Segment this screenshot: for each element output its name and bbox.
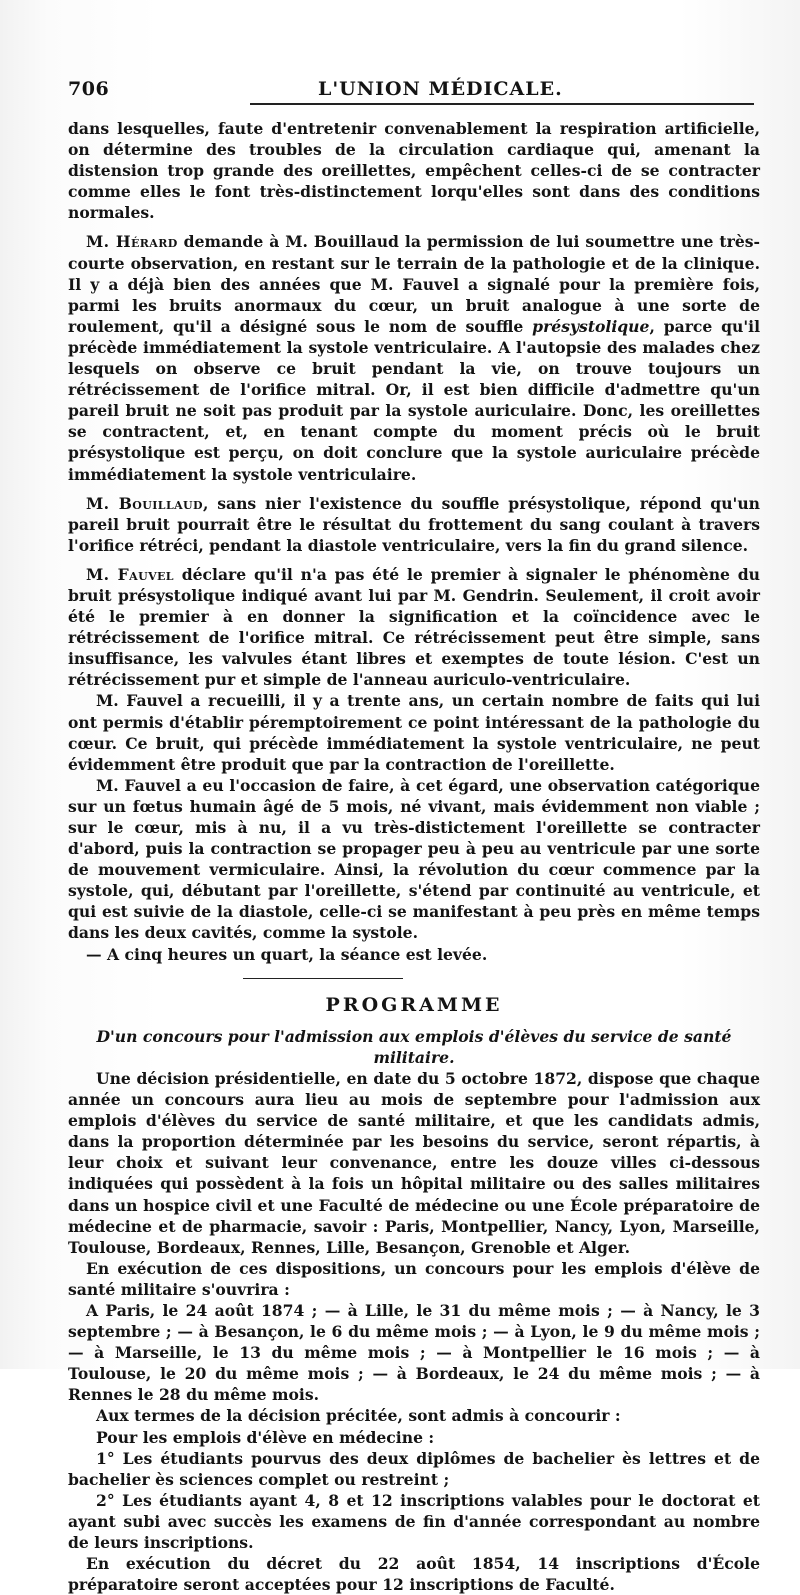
- programme-paragraph: En exécution du décret du 22 août 1854, 14 inscriptions d'École préparatoire seront acceptées pour 12 inscriptions de Faculté.: [68, 1554, 760, 1595]
- article-body: [68, 118, 760, 1595]
- session-close: — A cinq heures un quart, la séance est levée.: [86, 944, 488, 964]
- speaker-name: M. Bouillaud: [86, 493, 203, 513]
- paragraph-fauvel-2: M. Fauvel a recueilli, il y a trente ans, un certain nombre de faits qui lui ont permis d'établir péremptoirement ce point intéressant de la pathologie du cœur. Ce bruit, qui précède immédiatement la systole ventriculaire, ne peut évidemment être produit que par la contraction de l'oreillette.: [68, 691, 760, 774]
- programme-paragraph: Une décision présidentielle, en date du 5 octobre 1872, dispose que chaque année un concours aura lieu au mois de septembre pour l'admission aux emplois d'élèves du service de santé militaire, et que les candidats admis, dans la proportion déterminée par les besoins du service, seront répartis, à leur choix et suivant leur convenance, entre les douze villes ci-dessous indiquées qui possèdent à la fois un hôpital militaire ou des salles militaires dans un hospice civil et une Faculté de médecine ou une École préparatoire de médecine et de pharmacie, savoir : Paris, Montpellier, Nancy, Lyon, Marseille, Toulouse, Bordeaux, Rennes, Lille, Besançon, Grenoble et Alger.: [68, 1068, 760, 1257]
- running-title: L'UNION MÉDICALE.: [318, 78, 563, 100]
- italic-term: présystolique: [532, 316, 650, 336]
- paragraph-herard: M. Hérard demande à M. Bouillaud la permission de lui soumettre une très-courte observation, en restant sur le terrain de la pathologie et de la clinique. Il y a déjà bien des années que M. Fauvel a signalé pour la première fois, parmi les bruits anormaux du cœur, un bruit analogue à une sorte de roulement, qu'il a désigné sous le nom de souffle présystolique, parce qu'il précède immédiatement la systole ventriculaire. A l'autopsie des malades chez lesquels on observe ce bruit pendant la vie, on trouve toujours un rétrécissement de l'orifice mitral. Or, il est bien difficile d'admettre qu'un pareil bruit ne soit pas produit par la systole auriculaire. Donc, les oreillettes se contractent, et, en tenant compte du moment précis où le bruit présystolique est perçu, on doit conclure que la systole auriculaire précède immédiatement la systole ventriculaire.: [68, 232, 760, 484]
- paragraph-fauvel-3: M. Fauvel a eu l'occasion de faire, à cet égard, une observation catégorique sur un fœtus humain âgé de 5 mois, né vivant, mais évidemment non viable ; sur le cœur, mis à nu, il a vu très-distictement l'oreillette se contracter d'abord, puis la contraction se propager peu à peu au ventricule par une sorte de mouvement vermiculaire. Ainsi, la révolution du cœur commence par la systole, qui, débutant par l'oreillette, s'étend par continuité au ventricule, et qui est suivie de la diastole, celle-ci se manifestant à peu près en même temps dans les deux cavités, comme la systole.: [68, 775, 760, 943]
- page-number: 706: [68, 78, 110, 100]
- speaker-name: M. Fauvel: [86, 564, 174, 584]
- section-divider: [68, 973, 760, 985]
- paragraph-bouillaud: M. Bouillaud, sans nier l'existence du souffle présystolique, répond qu'un pareil bruit pourrait être le résultat du frottement du sang coulant à travers l'orifice rétréci, pendant la diastole ventriculaire, vers la fin du grand silence.: [68, 493, 760, 555]
- speaker-name: M. Hérard: [86, 232, 178, 252]
- programme-list-item: 2° Les étudiants ayant 4, 8 et 12 inscriptions valables pour le doctorat et ayant subi avec succès les examens de fin d'année correspondant au nombre de leurs inscriptions.: [68, 1490, 760, 1552]
- page-header: [68, 78, 764, 102]
- section-subtitle: D'un concours pour l'admission aux emplois d'élèves du service de santé militaire.: [96, 1026, 732, 1067]
- section-title: PROGRAMME: [325, 993, 503, 1016]
- programme-paragraph: Pour les emplois d'élève en médecine :: [96, 1427, 435, 1447]
- paragraph-fauvel: M. Fauvel déclare qu'il n'a pas été le premier à signaler le phénomène du bruit présystolique indiqué avant lui par M. Gendrin. Seulement, il croit avoir été le premier à en donner la signification et la coïncidence avec le rétrécissement de l'orifice mitral. Ce rétrécissement peut être simple, sans insuffisance, les valvules étant libres et exemptes de toute lésion. C'est un rétrécissement pur et simple de l'anneau auriculo-ventriculaire.: [68, 564, 760, 690]
- programme-paragraph: A Paris, le 24 août 1874 ; — à Lille, le 31 du même mois ; — à Nancy, le 3 septembre ; — à Besançon, le 6 du même mois ; — à Lyon, le 9 du même mois ; — à Marseille, le 13 du même mois ; — à Montpellier le 16 mois ; — à Toulouse, le 20 du même mois ; — à Bordeaux, le 24 du même mois ; — à Rennes le 28 du même mois.: [68, 1300, 760, 1405]
- programme-list-item: 1° Les étudiants pourvus des deux diplômes de bachelier ès lettres et de bachelier ès sciences complet ou restreint ;: [68, 1448, 760, 1489]
- programme-paragraph: Aux termes de la décision précitée, sont admis à concourir :: [96, 1406, 621, 1426]
- programme-paragraph: En exécution de ces dispositions, un concours pour les emplois d'élève de santé militaire s'ouvrira :: [68, 1258, 760, 1299]
- paragraph-continuation: dans lesquelles, faute d'entretenir convenablement la respiration artificielle, on détermine des troubles de la circulation cardiaque qui, amenant la distension trop grande des oreillettes, empêchent celles-ci de se contracter comme elles le font très-distinctement lorqu'elles sont dans des conditions normales.: [68, 119, 760, 223]
- header-rule: [250, 103, 754, 105]
